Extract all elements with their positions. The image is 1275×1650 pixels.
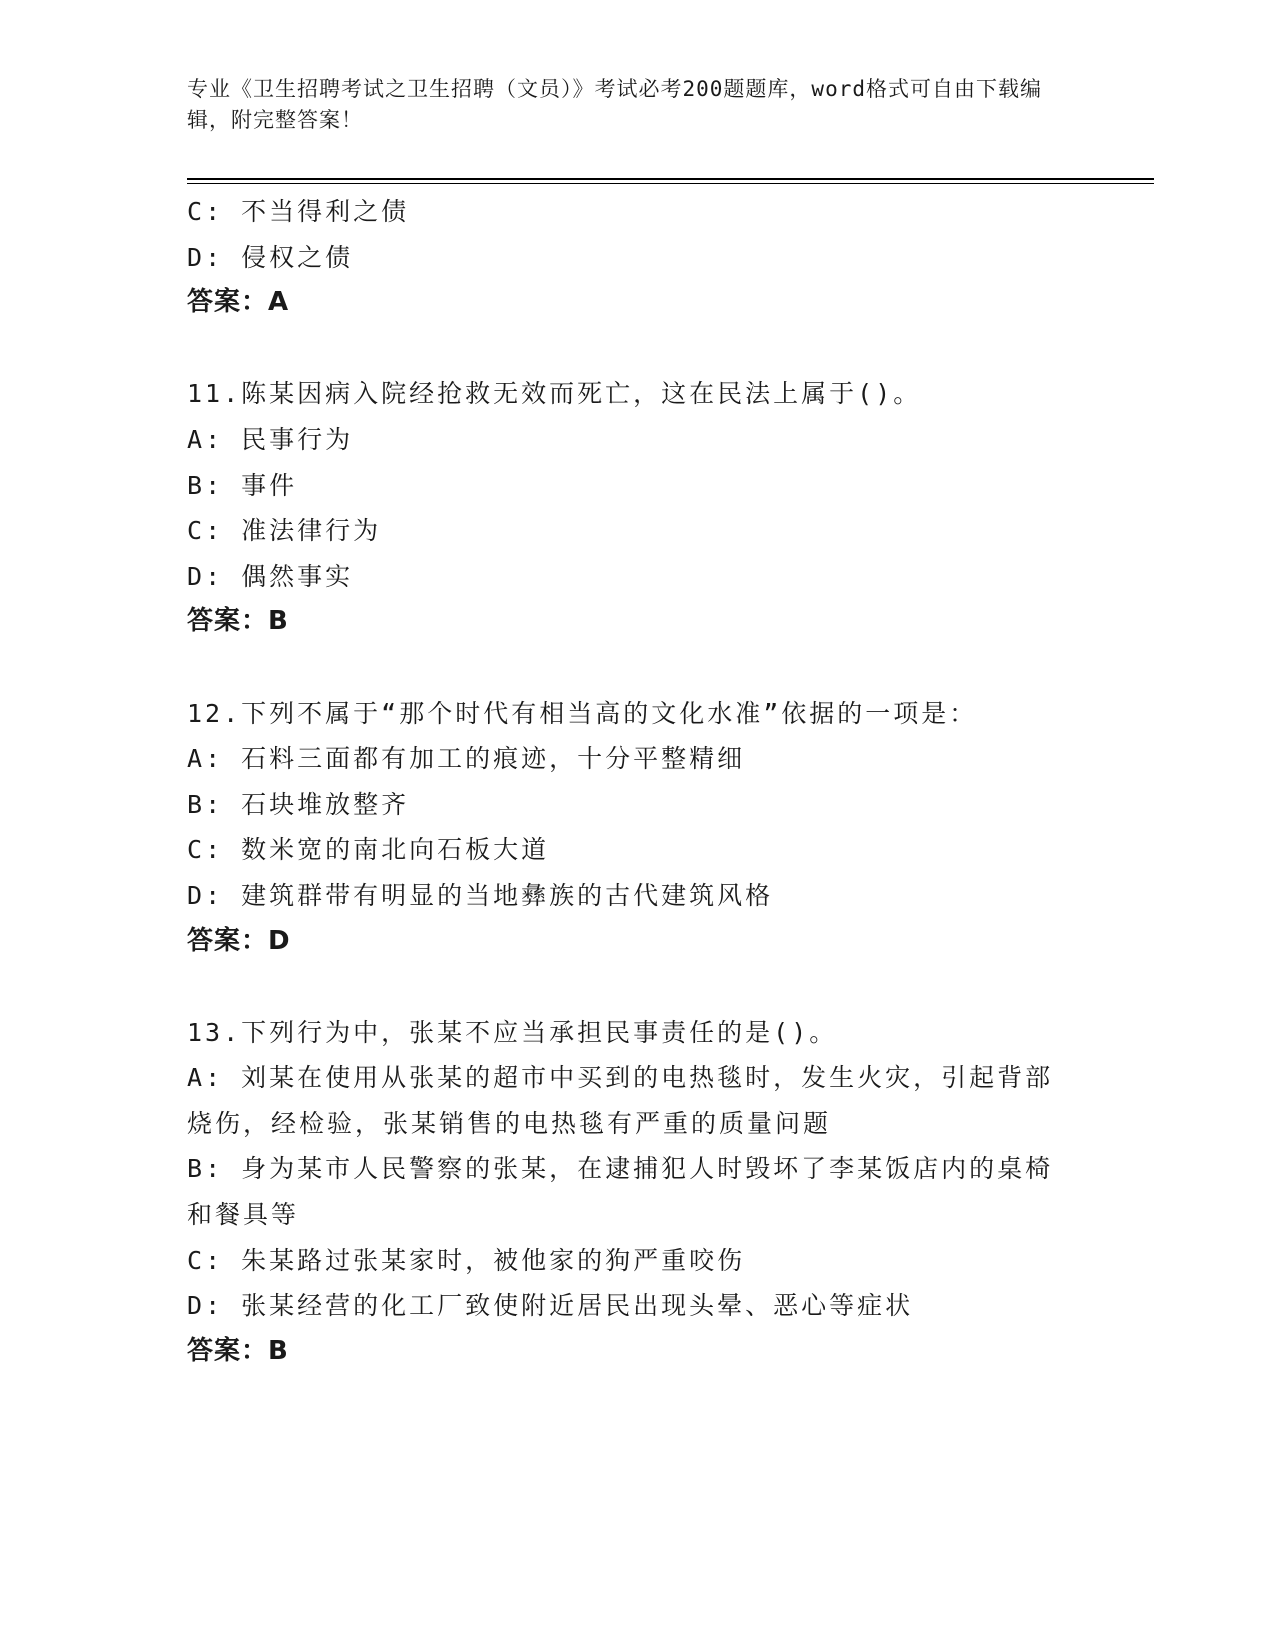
option-c: C: 不当得利之债: [187, 197, 410, 226]
option-d: D: 建筑群带有明显的当地彝族的古代建筑风格: [187, 880, 774, 910]
option-b: B: 身为某市人民警察的张某，在逮捕犯人时毁坏了李某饭店内的桌椅和餐具等: [187, 1154, 1054, 1230]
option-a: A: 刘某在使用从张某的超市中买到的电热毯时，发生火灾，引起背部烧伤，经检验，张某销售的电热毯有严重的质量问题: [187, 1063, 1054, 1138]
option-c: C: 朱某路过张某家时，被他家的狗严重咬伤: [187, 1245, 746, 1275]
option-c: C: 数米宽的南北向石板大道: [187, 835, 550, 865]
question-stem: 11.陈某因病入院经抢救无效而死亡，这在民法上属于()。: [187, 379, 922, 409]
option-a: A: 民事行为: [187, 424, 354, 454]
answer-label: 答案：B: [187, 606, 289, 637]
question-stem: 12.下列不属于“那个时代有相当高的文化水准”依据的一项是：: [187, 698, 978, 728]
option-d: D: 张某经营的化工厂致使附近居民出现头晕、恶心等症状: [187, 1291, 914, 1321]
option-b: B: 石块堆放整齐: [187, 789, 410, 819]
option-d: D: 偶然事实: [187, 561, 354, 591]
header-divider-thin: [187, 183, 1154, 184]
answer-label: 答案：A: [187, 287, 290, 318]
option-a: A: 石料三面都有加工的痕迹，十分平整精细: [187, 744, 746, 774]
header-text: 专业《卫生招聘考试之卫生招聘（文员）》考试必考200题题库，word格式可自由下载编辑，附完整答案！: [187, 77, 1042, 132]
header-divider-thick: [187, 178, 1154, 180]
question-stem: 13.下列行为中，张某不应当承担民事责任的是()。: [187, 1017, 838, 1047]
answer-label: 答案：B: [187, 1335, 289, 1366]
option-c: C: 准法律行为: [187, 516, 382, 546]
option-b: B: 事件: [187, 470, 298, 500]
document-header: [187, 74, 1067, 136]
option-d: D: 侵权之债: [187, 242, 354, 272]
question-list: [187, 189, 1087, 1374]
answer-label: 答案：D: [187, 925, 291, 956]
